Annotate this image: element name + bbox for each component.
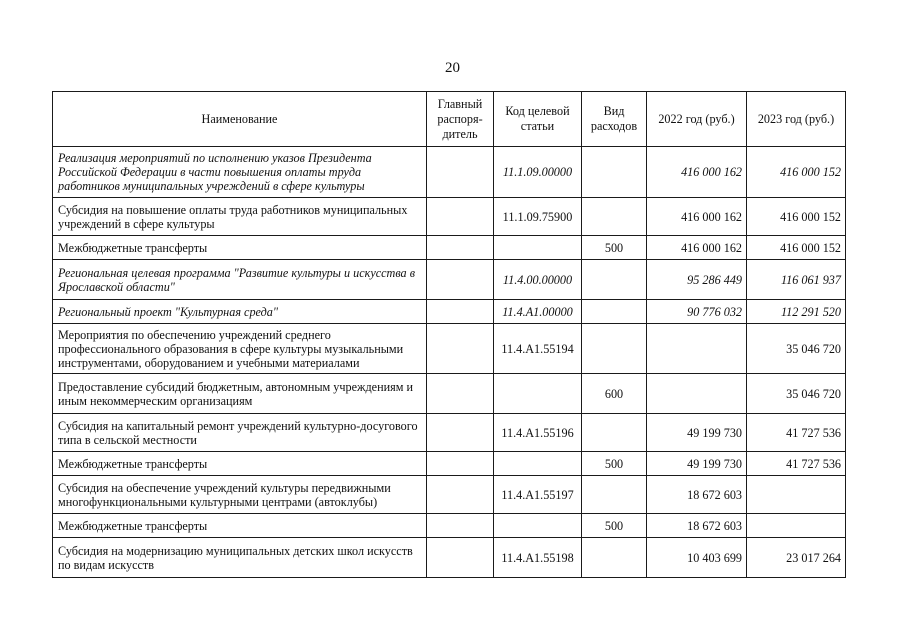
cell-expense-type: 500	[582, 514, 647, 538]
cell-manager	[427, 324, 494, 374]
table-row	[53, 324, 846, 374]
cell-expense-type: 500	[582, 452, 647, 476]
budget-table	[52, 91, 846, 578]
cell-manager	[427, 476, 494, 514]
cell-2022: 90 776 032	[647, 300, 747, 324]
cell-code	[494, 374, 582, 414]
cell-code: 11.1.09.00000	[494, 147, 582, 198]
cell-manager	[427, 300, 494, 324]
cell-expense-type	[582, 300, 647, 324]
cell-2023: 35 046 720	[747, 324, 846, 374]
cell-name: Межбюджетные трансферты	[53, 236, 427, 260]
cell-expense-type	[582, 198, 647, 236]
cell-expense-type	[582, 414, 647, 452]
cell-2022: 49 199 730	[647, 452, 747, 476]
cell-name: Субсидия на обеспечение учреждений культуры передвижными многофункциональными культурными центрами (автоклубы)	[53, 476, 427, 514]
cell-code	[494, 236, 582, 260]
cell-name: Региональная целевая программа "Развитие культуры и искусства в Ярославской области"	[53, 260, 427, 300]
cell-2023	[747, 476, 846, 514]
cell-expense-type: 500	[582, 236, 647, 260]
header-2023: 2023 год (руб.)	[747, 92, 846, 147]
cell-2023: 41 727 536	[747, 452, 846, 476]
cell-2023: 416 000 152	[747, 198, 846, 236]
cell-name: Межбюджетные трансферты	[53, 452, 427, 476]
table-row	[53, 374, 846, 414]
page-number: 20	[445, 60, 460, 76]
cell-manager	[427, 236, 494, 260]
table-row	[53, 414, 846, 452]
cell-code: 11.4.А1.55198	[494, 538, 582, 578]
cell-2023: 23 017 264	[747, 538, 846, 578]
cell-2023: 41 727 536	[747, 414, 846, 452]
cell-name: Реализация мероприятий по исполнению указов Президента Российской Федерации в части повышения оплаты труда работников муниципальных учреждений в сфере культуры	[53, 147, 427, 198]
table-row	[53, 260, 846, 300]
cell-code: 11.4.А1.00000	[494, 300, 582, 324]
cell-name: Межбюджетные трансферты	[53, 514, 427, 538]
cell-manager	[427, 414, 494, 452]
cell-name: Субсидия на повышение оплаты труда работников муниципальных учреждений в сфере культуры	[53, 198, 427, 236]
cell-name: Мероприятия по обеспечению учреждений среднего профессионального образования в сфере культуры музыкальными инструментами, оборудованием и учебными материалами	[53, 324, 427, 374]
cell-code: 11.4.А1.55196	[494, 414, 582, 452]
cell-code	[494, 452, 582, 476]
header-name: Наименование	[53, 92, 427, 147]
cell-expense-type	[582, 476, 647, 514]
cell-2022	[647, 374, 747, 414]
table-row	[53, 147, 846, 198]
cell-2022: 95 286 449	[647, 260, 747, 300]
cell-code	[494, 514, 582, 538]
cell-manager	[427, 198, 494, 236]
cell-2023	[747, 514, 846, 538]
cell-expense-type	[582, 538, 647, 578]
cell-name: Субсидия на модернизацию муниципальных детских школ искусств по видам искусств	[53, 538, 427, 578]
cell-name: Субсидия на капитальный ремонт учреждений культурно-досугового типа в сельской местности	[53, 414, 427, 452]
cell-manager	[427, 538, 494, 578]
table-row	[53, 514, 846, 538]
cell-manager	[427, 260, 494, 300]
cell-expense-type	[582, 260, 647, 300]
cell-expense-type	[582, 147, 647, 198]
table-row	[53, 300, 846, 324]
cell-code: 11.4.А1.55197	[494, 476, 582, 514]
cell-expense-type	[582, 324, 647, 374]
cell-manager	[427, 374, 494, 414]
cell-2023: 416 000 152	[747, 147, 846, 198]
table-row	[53, 538, 846, 578]
table-row	[53, 236, 846, 260]
cell-manager	[427, 147, 494, 198]
header-2022: 2022 год (руб.)	[647, 92, 747, 147]
table-header-row	[53, 92, 846, 147]
cell-code: 11.4.А1.55194	[494, 324, 582, 374]
cell-2022	[647, 324, 747, 374]
cell-2023: 116 061 937	[747, 260, 846, 300]
table-row	[53, 198, 846, 236]
cell-2022: 416 000 162	[647, 198, 747, 236]
header-code: Код целевой статьи	[494, 92, 582, 147]
cell-2023: 416 000 152	[747, 236, 846, 260]
cell-name: Региональный проект "Культурная среда"	[53, 300, 427, 324]
cell-2022: 416 000 162	[647, 147, 747, 198]
cell-2022: 18 672 603	[647, 514, 747, 538]
cell-code: 11.4.00.00000	[494, 260, 582, 300]
header-expense-type: Вид расходов	[582, 92, 647, 147]
cell-2022: 10 403 699	[647, 538, 747, 578]
cell-expense-type: 600	[582, 374, 647, 414]
cell-2022: 416 000 162	[647, 236, 747, 260]
table-row	[53, 476, 846, 514]
cell-2023: 35 046 720	[747, 374, 846, 414]
cell-2022: 18 672 603	[647, 476, 747, 514]
cell-manager	[427, 514, 494, 538]
header-manager: Главный распоря-дитель	[427, 92, 494, 147]
cell-code: 11.1.09.75900	[494, 198, 582, 236]
cell-manager	[427, 452, 494, 476]
cell-2023: 112 291 520	[747, 300, 846, 324]
cell-name: Предоставление субсидий бюджетным, автономным учреждениям и иным некоммерческим организациям	[53, 374, 427, 414]
cell-2022: 49 199 730	[647, 414, 747, 452]
table-row	[53, 452, 846, 476]
